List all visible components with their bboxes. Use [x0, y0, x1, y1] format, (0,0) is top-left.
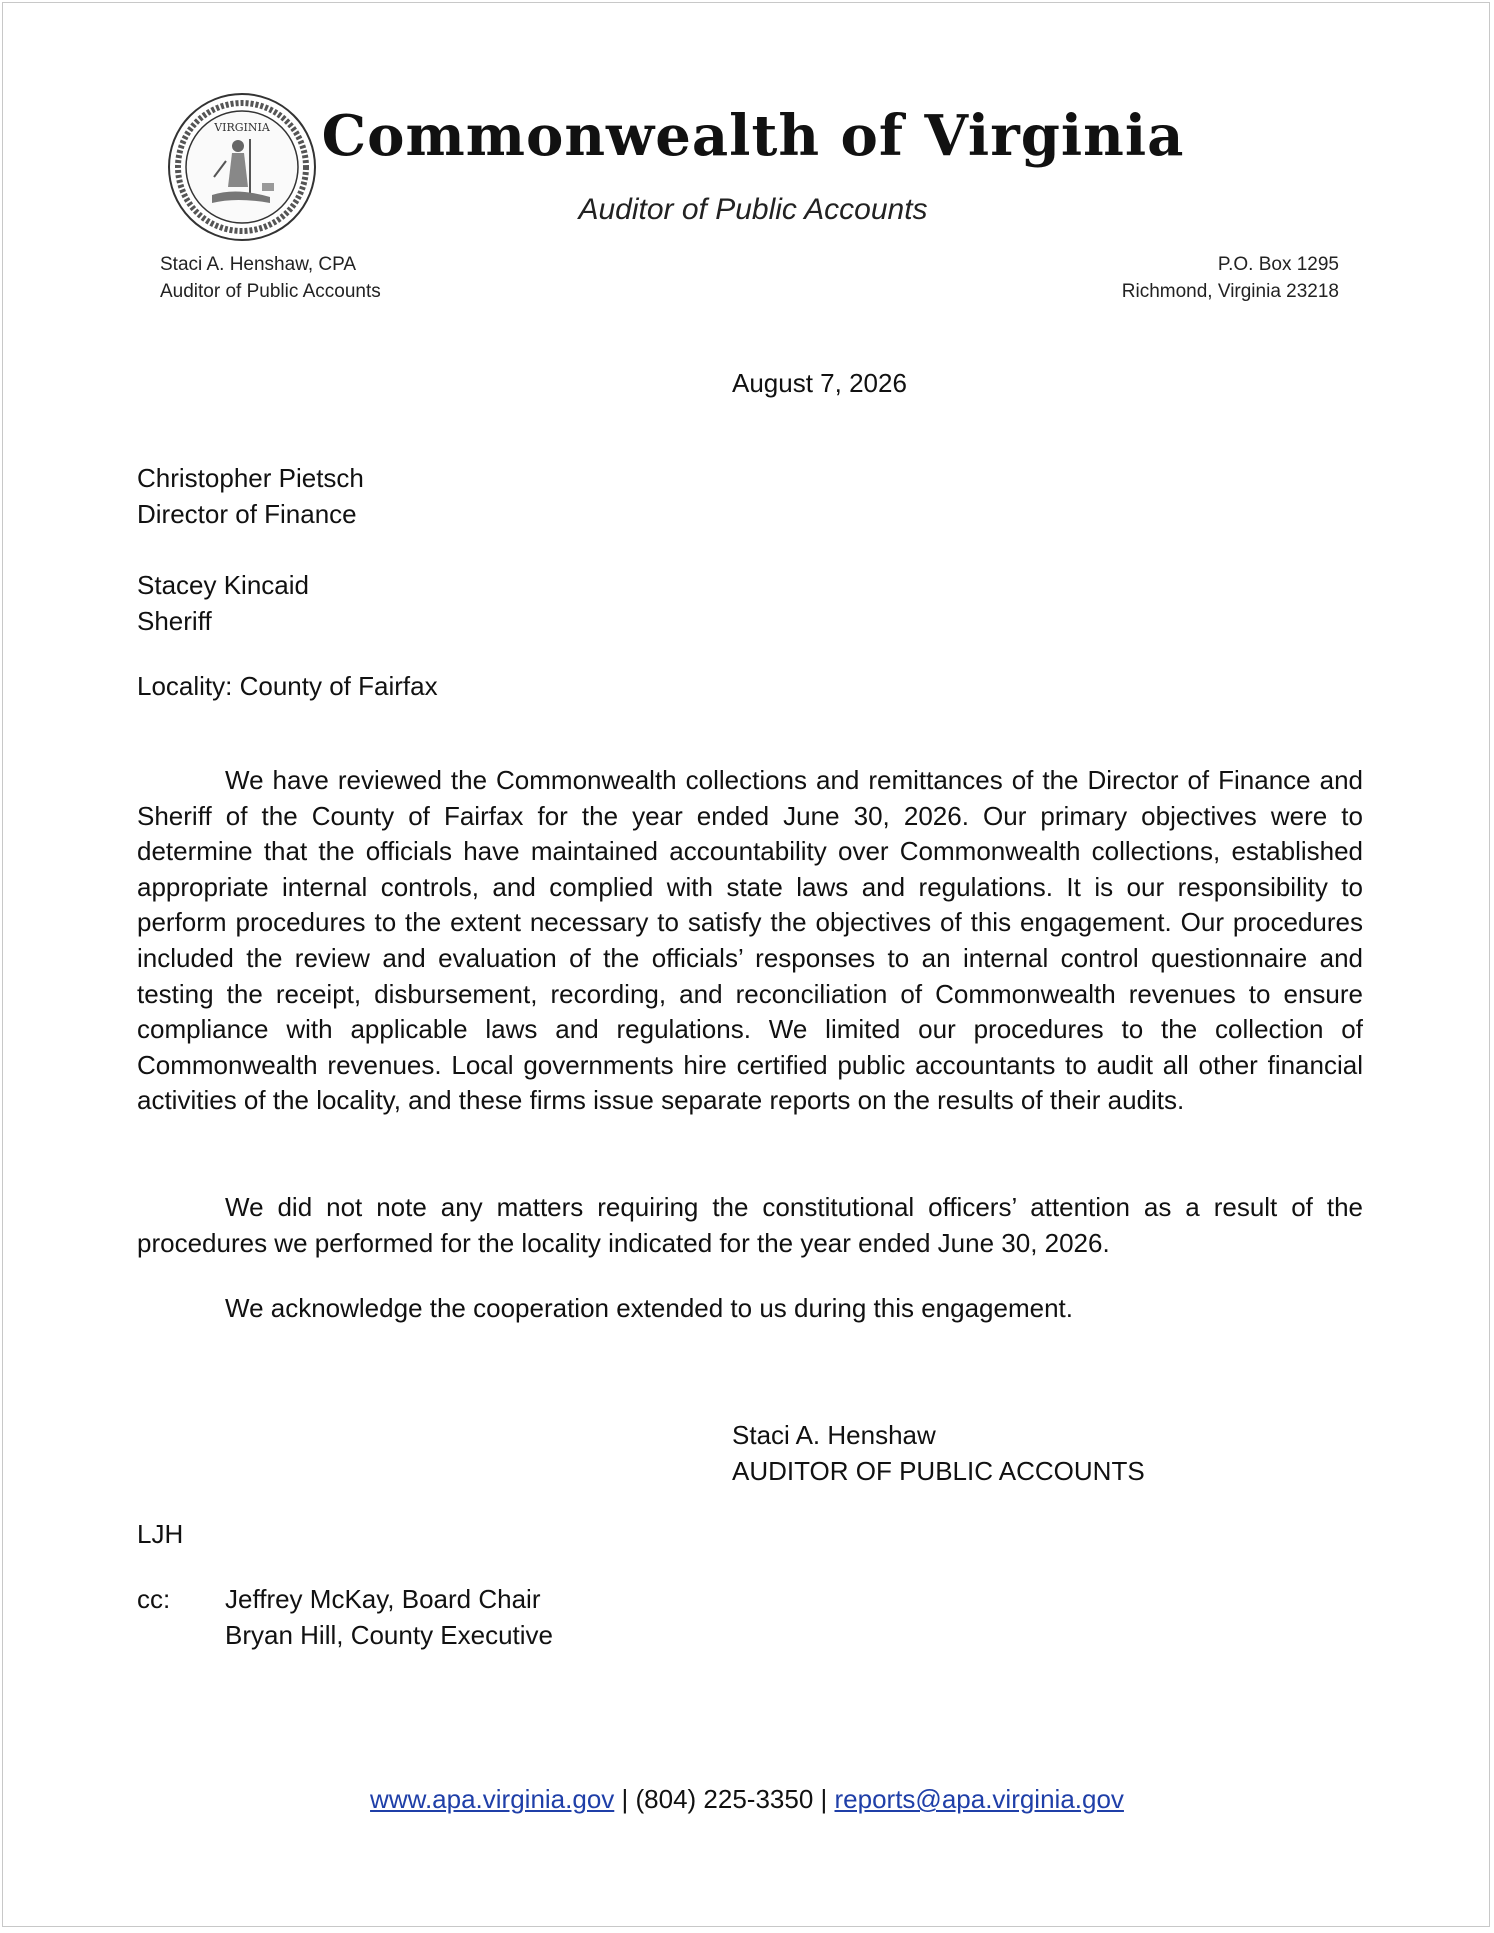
recipient-name: Christopher Pietsch [137, 463, 364, 493]
letter-page [2, 2, 1490, 1927]
locality-line: Locality: County of Fairfax [137, 671, 438, 701]
signature-title: AUDITOR OF PUBLIC ACCOUNTS [732, 1456, 1145, 1486]
footer [3, 1781, 1491, 1817]
letter-date: August 7, 2026 [732, 368, 907, 398]
auditor-title-line: Auditor of Public Accounts [160, 281, 381, 302]
footer-separator: | [813, 1784, 835, 1814]
body-paragraph-2: We did not note any matters requiring the constitutional officers’ attention as a result of the procedures we performed for the locality indicated for the year ended June 30, 2026. [137, 1192, 1363, 1258]
city-line: Richmond, Virginia 23218 [1121, 281, 1339, 302]
recipient-title: Sheriff [137, 606, 212, 636]
footer-separator: | [614, 1784, 636, 1814]
recipient-title: Director of Finance [137, 499, 357, 529]
auditor-name-line: Staci A. Henshaw, CPA [160, 254, 357, 275]
virginia-seal-icon [166, 91, 318, 243]
recipient-name: Stacey Kincaid [137, 570, 309, 600]
website-link[interactable]: www.apa.virginia.gov [370, 1784, 615, 1814]
cc-item: Bryan Hill, County Executive [225, 1620, 554, 1650]
recipient-block-2 [137, 567, 309, 639]
typist-initials: LJH [137, 1519, 184, 1549]
body-paragraph-3: We acknowledge the cooperation extended to us during this engagement. [225, 1293, 1073, 1323]
seal-text: VIRGINIA [214, 121, 270, 134]
recipient-block-1 [137, 460, 364, 532]
letterhead-left-block [160, 251, 381, 305]
cc-list [225, 1581, 553, 1653]
phone-number: (804) 225-3350 [635, 1784, 814, 1814]
cc-item: Jeffrey McKay, Board Chair [225, 1584, 541, 1614]
po-box-line: P.O. Box 1295 [1217, 254, 1339, 275]
signature-name: Staci A. Henshaw [732, 1420, 936, 1450]
body-paragraph-1: We have reviewed the Commonwealth collections and remittances of the Director of Finance and Sheriff of the County of Fairfax for the year ended June 30, 2026. Our primary objectives were to determine that the officials have maintained accountability over Commonwealth collections, established appropriate internal controls, and complied with state laws and regulations. It is our responsibility to perform procedures to the extent necessary to satisfy the objectives of this engagement. Our procedures included the review and evaluation of the officials’ responses to an internal control questionnaire and testing the receipt, disbursement, recording, and reconciliation of Commonwealth revenues to ensure compliance with applicable laws and regulations. We limited our procedures to the collection of Commonwealth revenues. Local governments hire certified public accountants to audit all other financial activities of the locality, and these firms issue separate reports on the results of their audits. [137, 765, 1363, 1116]
signature-block [732, 1417, 1145, 1489]
email-link[interactable]: reports@apa.virginia.gov [834, 1784, 1124, 1814]
letterhead-subtitle: Auditor of Public Accounts [578, 193, 928, 226]
letterhead-right-block [1122, 251, 1339, 305]
letterhead-title: Commonwealth of Virginia [321, 103, 1185, 169]
cc-label: cc: [137, 1584, 171, 1614]
